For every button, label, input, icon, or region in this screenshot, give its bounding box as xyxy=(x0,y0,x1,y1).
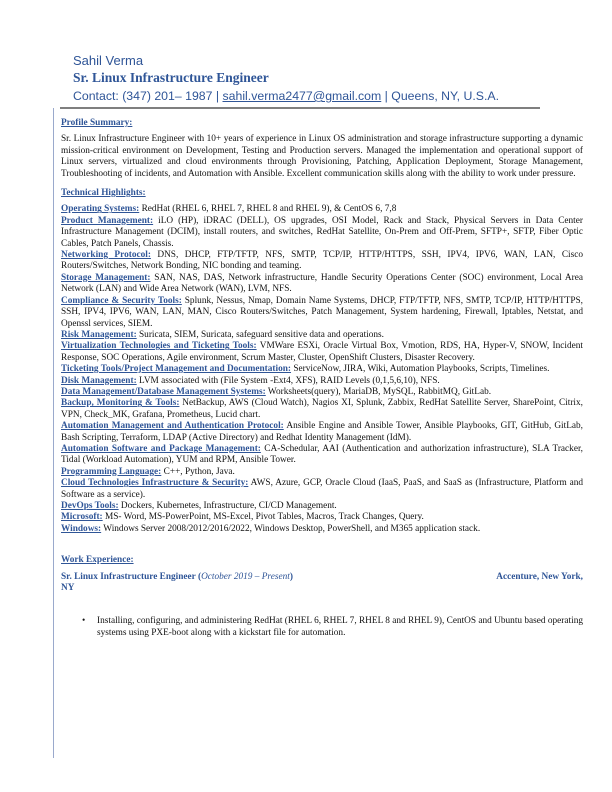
tech-item xyxy=(61,273,583,296)
tech-item-label: Operating Systems: xyxy=(61,204,140,215)
tech-item-label: DevOps Tools: xyxy=(61,501,119,511)
tech-item-label: Networking Protocol: xyxy=(61,250,151,261)
tech-item-text: C++, Python, Java. xyxy=(161,466,235,477)
tech-item-text: Suricata, SIEM, Suricata, safeguard sensitive data and operations. xyxy=(136,329,384,340)
technical-heading: Technical Highlights: xyxy=(61,188,146,199)
tech-item xyxy=(61,250,583,273)
tech-item-text: NetBackup, AWS (Cloud Watch), Nagios XI, Splunk, Zabbix, RedHat Satellite Server, SharePoint, Citrix, VPN, Check_MK, Grafana, Prometheus, Lucid chart. xyxy=(61,398,583,420)
candidate-name: Sahil Verma xyxy=(73,53,144,68)
tech-item-text: iLO (HP), iDRAC (DELL), OS upgrades, OSI Model, Rack and Stack, Physical Servers in Data Center Infrastructure Management (DCIM), install routers, and switches, RedHat Satellite, On-Prem and Off-Prem, SFTP+, SFTP, Fiber Optic Cables, Patch Panels, Chassis. xyxy=(61,215,583,249)
tech-item xyxy=(61,467,583,478)
tech-item-text: CA-Schedular, AAI (Authentication and authorization infrastructure), SLA Tracker, Tidal (Workload Automation), YUM and RPM, Ansible Tower. xyxy=(61,443,583,466)
tech-item-label: Data Management/Database Management Systems: xyxy=(61,386,266,397)
job-title: Sr. Linux Infrastructure Engineer (October 2019 – Present) xyxy=(61,571,293,582)
tech-item xyxy=(61,478,583,501)
tech-item-text: Splunk, Nessus, Nmap, Domain Name Systems, DHCP, FTP/TFTP, NFS, SMTP, TCP/IP, HTTP/HTTPS, SSH, IPV4, IPV6, WAN, LAN, MAN, Cisco Routers/Switches, Patch Management, System hardening, Firewall, Iptables, Netstat, and Openssl services, SIEM. xyxy=(61,295,583,329)
contact-location: | Queens, NY, U.S.A. xyxy=(381,89,500,103)
tech-item xyxy=(61,398,583,421)
profile-summary: Sr. Linux Infrastructure Engineer with 10+ years of experience in Linux OS administration and storage infrastructure supporting a dynamic mission-critical environment on Development, Testing and Production servers. Managed the implementation and operational support of Linux servers, virtualized and cloud environments through Provisioning, Patching, Application Deployment, Storage Management, Troubleshooting of incidents, and Automation with Ansible. Excellent communication skills along with the ability to work under pressure. xyxy=(61,134,583,179)
tech-item-text: SAN, NAS, DAS, Network infrastructure, Handle Security Operations Center (SOC) environment, Local Area Network (LAN) and Wide Area Network (WAN), LVM, NFS. xyxy=(61,272,583,295)
resume-body xyxy=(61,118,583,639)
tech-item-label: Risk Management: xyxy=(61,329,137,340)
tech-item xyxy=(61,376,583,387)
tech-item-label: Disk Management: xyxy=(61,375,137,386)
job-dates: October 2019 – Present xyxy=(201,571,290,582)
tech-item xyxy=(61,216,583,250)
tech-item-text: Worksheets(query), MariaDB, MySQL, RabbitMQ, GitLab. xyxy=(265,386,492,397)
tech-item-label: Programming Language: xyxy=(61,466,162,477)
job-header xyxy=(61,572,583,583)
experience-heading: Work Experience: xyxy=(61,555,134,566)
tech-item-text: AWS, Azure, GCP, Oracle Cloud (IaaS, PaaS, and SaaS as (Infrastructure, Platform and Software as a service). xyxy=(61,478,583,500)
tech-item xyxy=(61,387,583,398)
job-company: Accenture, New York, xyxy=(496,571,583,582)
tech-item-label: Microsoft: xyxy=(61,512,103,523)
contact-phone: Contact: (347) 201– 1987 | xyxy=(73,89,223,103)
tech-item-label: Ticketing Tools/Project Management and Documentation: xyxy=(61,364,292,375)
tech-item xyxy=(61,512,583,523)
resume-header xyxy=(73,53,552,105)
tech-item-text: Windows Server 2008/2012/2016/2022, Windows Desktop, PowerShell, and M365 application stack. xyxy=(101,523,481,534)
tech-item-label: Virtualization Technologies and Ticketing Tools: xyxy=(61,341,257,352)
header-divider xyxy=(60,107,540,109)
tech-item xyxy=(61,421,583,444)
tech-item xyxy=(61,204,583,215)
tech-item xyxy=(61,444,583,467)
tech-item-text: VMWare ESXi, Oracle Virtual Box, Vmotion, RDS, HA, Hyper-V, SNOW, Incident Response, SOC Operations, Agile environment, Scrum Master, Cluster, OpenShift Clusters, Disaster Recovery. xyxy=(61,341,583,363)
tech-item-label: Automation Management and Authentication Protocol: xyxy=(61,421,284,432)
tech-item-text: RedHat (RHEL 6, RHEL 7, RHEL 8 and RHEL 9), & CentOS 6, 7,8 xyxy=(139,204,397,215)
tech-item-label: Windows: xyxy=(61,523,102,534)
tech-item xyxy=(61,341,583,364)
tech-item-label: Compliance & Security Tools: xyxy=(61,295,182,306)
tech-item-text: MS- Word, MS-PowerPoint, MS-Excel, Pivot Tables, Macros, Track Changes, Query. xyxy=(102,512,424,523)
tech-item-text: Dockers, Kubernetes, Infrastructure, CI/CD Management. xyxy=(118,501,337,511)
tech-item xyxy=(61,524,583,535)
tech-item-text: ServiceNow, JIRA, Wiki, Automation Playbooks, Scripts, Timelines. xyxy=(291,364,550,375)
tech-item xyxy=(61,501,583,512)
job-bullet: • Installing, configuring, and administering RedHat (RHEL 6, RHEL 7, RHEL 8 and RHEL 9), CentOS and Ubuntu based operating systems using PXE-boot along with a kickstart file for automation. xyxy=(97,616,583,639)
profile-heading: Profile Summary: xyxy=(61,118,133,128)
tech-item xyxy=(61,330,583,341)
contact-line xyxy=(73,87,552,105)
tech-item xyxy=(61,364,583,375)
technical-list xyxy=(61,204,583,535)
tech-item-text: LVM associated with (File System -Ext4, XFS), RAID Levels (0,1,5,6,10), NFS. xyxy=(136,375,440,386)
side-divider xyxy=(53,108,54,758)
email-link[interactable]: sahil.verma2477@gmail.com xyxy=(222,89,382,103)
tech-item-label: Storage Management: xyxy=(61,272,151,283)
candidate-title: Sr. Linux Infrastructure Engineer xyxy=(73,70,269,85)
tech-item-text: Ansible Engine and Ansible Tower, Ansible Playbooks, GIT, GitHub, GitLab, Bash Scripting, Terraform, LDAP (Active Directory) and Redhat Identity Management (IdM). xyxy=(61,421,583,443)
tech-item-label: Product Management: xyxy=(61,215,154,226)
tech-item-label: Automation Software and Package Management: xyxy=(61,443,261,454)
tech-item-label: Cloud Technologies Infrastructure & Security: xyxy=(61,478,249,489)
job-company-state: NY xyxy=(61,583,75,594)
job-bullets xyxy=(61,616,583,639)
tech-item-text: DNS, DHCP, FTP/TFTP, NFS, SMTP, TCP/IP, HTTP/HTTPS, SSH, IPV4, IPV6, WAN, LAN, Cisco Routers/Switches, Network Bonding, NIC bonding and teaming. xyxy=(61,250,583,272)
tech-item-label: Backup, Monitoring & Tools: xyxy=(61,398,180,409)
tech-item xyxy=(61,296,583,330)
